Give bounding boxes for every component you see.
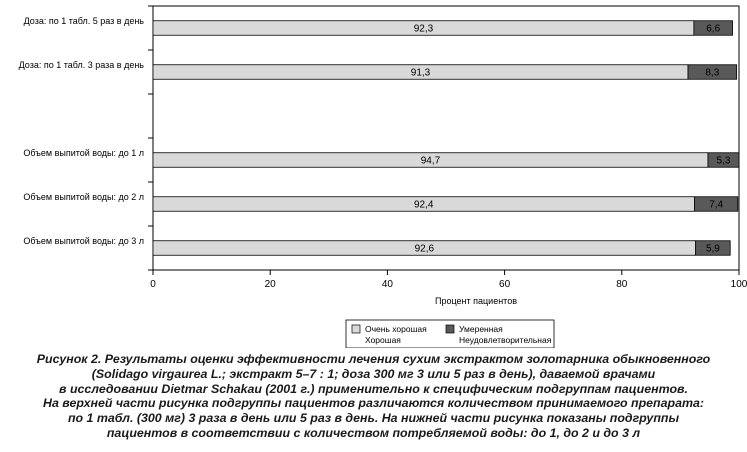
category-label: Объем выпитой воды: до 1 л <box>23 148 144 158</box>
category-label: Объем выпитой воды: до 2 л <box>23 192 144 202</box>
x-tick-label: 80 <box>616 279 628 290</box>
bar-value-label: 5,9 <box>705 243 720 255</box>
x-tick-label: 60 <box>499 279 511 290</box>
caption-line: пациентов в соответствии с количеством потребляемой воды: до 1, до 2 и до 3 л <box>106 425 641 440</box>
category-label: Доза: по 1 табл. 3 раза в день <box>18 60 144 70</box>
x-axis-label: Процент пациентов <box>435 296 517 306</box>
x-tick-label: 20 <box>264 279 276 290</box>
plot-frame <box>153 6 739 270</box>
bar-value-label: 94,7 <box>420 155 441 167</box>
legend-label: Очень хорошая <box>365 324 427 334</box>
category-label: Объем выпитой воды: до 3 л <box>23 236 144 246</box>
bar-value-label: 5,3 <box>716 155 731 167</box>
caption-line: по 1 табл. (300 мг) 3 раза в день или 5 раз в день. На нижней части рисунка показаны подгруппы <box>67 411 680 426</box>
caption-line: На верхней части рисунка подгруппы пациентов различаются количеством принимаемого препарата: <box>43 396 704 411</box>
caption-line: (Solidago virgaurea L.; экстракт 5–7 : 1; доза 300 мг 3 или 5 раз в день), даваемой врачами <box>91 366 656 381</box>
legend-swatch <box>352 325 360 333</box>
caption-label: Рисунок 2. <box>36 352 102 366</box>
legend-label: Умеренная <box>459 324 503 334</box>
category-label: Доза: по 1 табл. 5 раз в день <box>23 16 144 26</box>
bar-value-label: 92,6 <box>414 243 435 255</box>
figure-caption <box>0 352 747 441</box>
bar-value-label: 6,6 <box>706 23 721 35</box>
caption-line <box>0 352 747 367</box>
x-tick-label: 40 <box>381 279 393 290</box>
caption-text: Результаты оценки эффективности лечения сухим экстрактом золотарника обыкновенного <box>101 352 711 366</box>
bar-value-label: 92,4 <box>413 199 434 211</box>
bar-value-label: 91,3 <box>410 67 431 79</box>
legend-label: Хорошая <box>365 335 401 345</box>
x-tick-label: 100 <box>730 279 747 290</box>
bar-value-label: 8,3 <box>705 67 720 79</box>
x-tick-label: 0 <box>150 279 156 290</box>
legend-label: Неудовлетворительная <box>459 335 552 345</box>
bar-value-label: 7,4 <box>709 199 724 211</box>
bar-value-label: 92,3 <box>413 23 434 35</box>
caption-line: в исследовании Dietmar Schakau (2001 г.) применительно к специфическим подгруппам пациентов. <box>59 381 688 396</box>
legend-swatch <box>446 325 454 333</box>
